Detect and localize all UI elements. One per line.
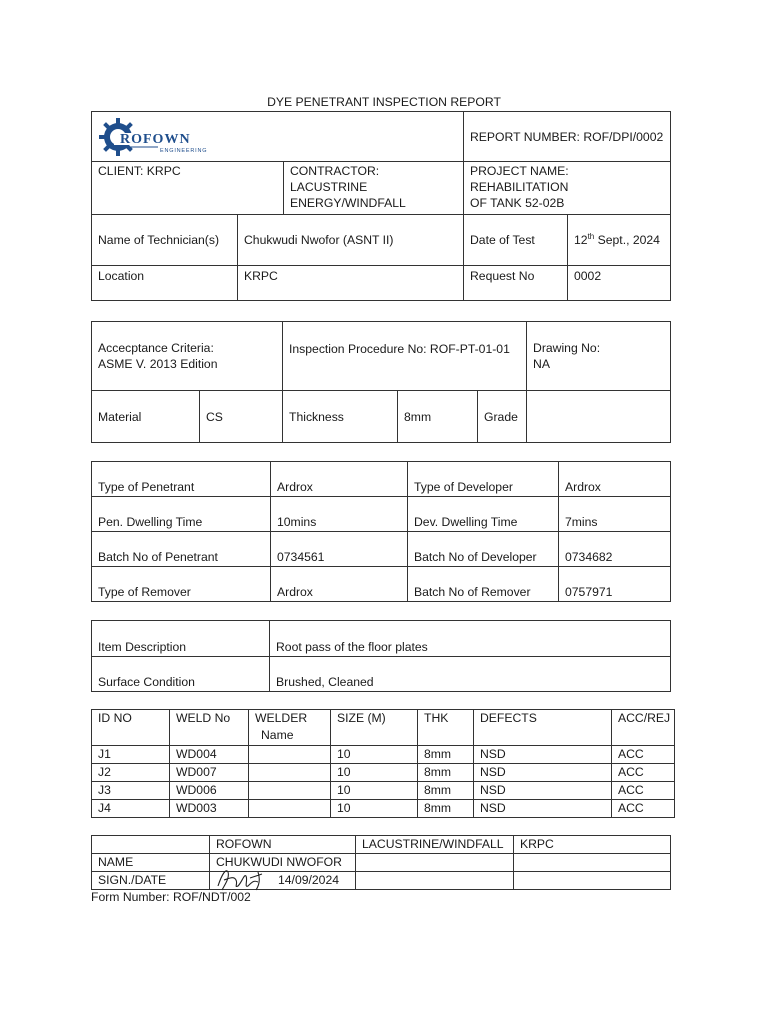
company-logo <box>98 117 457 157</box>
location-label: Location <box>92 266 238 301</box>
material-label: Material <box>92 391 200 443</box>
logo-wordmark: ROFOWN <box>120 131 191 147</box>
results-header-id: ID NO <box>92 710 170 746</box>
results-header-welder-line2: Name <box>261 728 294 742</box>
signoff-col-rofown: ROFOWN <box>210 836 356 854</box>
project-cell <box>464 162 671 215</box>
consumables-cell: Ardrox <box>271 462 408 497</box>
procedure-cell: Inspection Procedure No: ROF-PT-01-01 <box>283 322 527 391</box>
location-value: KRPC <box>238 266 464 301</box>
technician-value: Chukwudi Nwofor (ASNT II) <box>238 215 464 266</box>
table-row <box>92 746 675 764</box>
acceptance-line1: Accecptance Criteria: <box>98 341 214 355</box>
table-cell: NSD <box>474 782 612 800</box>
signoff-name-value: CHUKWUDI NWOFOR <box>210 854 356 872</box>
table-cell: J1 <box>92 746 170 764</box>
consumables-row <box>92 462 671 497</box>
table-cell: WD003 <box>170 800 249 818</box>
consumables-cell: 0734561 <box>271 532 408 567</box>
item-desc-value: Root pass of the floor plates <box>270 621 671 657</box>
criteria-table <box>91 321 671 443</box>
results-header-welder-line1: WELDER <box>255 711 308 725</box>
table-cell: 8mm <box>418 782 474 800</box>
table-cell: J3 <box>92 782 170 800</box>
request-value: 0002 <box>568 266 671 301</box>
results-header-size: SIZE (M) <box>331 710 418 746</box>
consumables-cell: Ardrox <box>271 567 408 602</box>
signoff-sign-value <box>210 872 356 890</box>
results-table <box>91 709 675 818</box>
table-cell: J4 <box>92 800 170 818</box>
material-value: CS <box>200 391 283 443</box>
table-cell: ACC <box>612 746 675 764</box>
surface-label: Surface Condition <box>92 657 270 692</box>
signoff-sign-empty-1 <box>356 872 514 890</box>
consumables-cell: Dev. Dwelling Time <box>408 497 559 532</box>
results-header-welder <box>249 710 331 746</box>
signoff-sign-label: SIGN./DATE <box>92 872 210 890</box>
results-header-weld: WELD No <box>170 710 249 746</box>
date-rest: Sept., 2024 <box>594 233 660 247</box>
table-row <box>92 782 675 800</box>
consumables-table <box>91 461 671 602</box>
report-number: REPORT NUMBER: ROF/DPI/0002 <box>464 112 671 162</box>
consumables-cell: Type of Developer <box>408 462 559 497</box>
contractor-cell <box>284 162 464 215</box>
table-cell: WD006 <box>170 782 249 800</box>
project-line1: PROJECT NAME: REHABILITATION <box>470 164 569 194</box>
table-cell: J2 <box>92 764 170 782</box>
table-cell: NSD <box>474 746 612 764</box>
date-label: Date of Test <box>464 215 568 266</box>
results-header-accrej: ACC/REJ <box>612 710 675 746</box>
table-cell: WD004 <box>170 746 249 764</box>
signoff-name-label: NAME <box>92 854 210 872</box>
signoff-date: 14/09/2024 <box>278 873 339 887</box>
consumables-cell: Type of Remover <box>92 567 271 602</box>
consumables-cell: 7mins <box>559 497 671 532</box>
table-cell: 10 <box>331 764 418 782</box>
technician-label: Name of Technician(s) <box>92 215 238 266</box>
table-cell: 10 <box>331 782 418 800</box>
consumables-row <box>92 567 671 602</box>
consumables-cell: Batch No of Developer <box>408 532 559 567</box>
table-cell: NSD <box>474 800 612 818</box>
logo-cell <box>92 112 464 162</box>
grade-label: Grade <box>478 391 527 443</box>
table-cell <box>249 764 331 782</box>
item-table <box>91 620 671 692</box>
table-cell <box>249 800 331 818</box>
table-cell: ACC <box>612 782 675 800</box>
signoff-col-lacustrine: LACUSTRINE/WINDFALL <box>356 836 514 854</box>
logo-subtitle: ENGINEERING <box>160 147 208 154</box>
consumables-cell: 10mins <box>271 497 408 532</box>
acceptance-cell <box>92 322 283 391</box>
date-sup: th <box>587 232 595 241</box>
results-header-thk: THK <box>418 710 474 746</box>
gear-logo-icon <box>98 117 238 157</box>
table-cell: NSD <box>474 764 612 782</box>
client-cell: CLIENT: KRPC <box>92 162 284 215</box>
drawing-cell <box>527 322 671 391</box>
results-header-defects: DEFECTS <box>474 710 612 746</box>
table-cell: 10 <box>331 746 418 764</box>
signoff-corner <box>92 836 210 854</box>
table-cell: WD007 <box>170 764 249 782</box>
date-value <box>568 215 671 266</box>
table-cell: ACC <box>612 764 675 782</box>
table-cell: ACC <box>612 800 675 818</box>
acceptance-line2: ASME V. 2013 Edition <box>98 357 218 371</box>
table-cell: 8mm <box>418 764 474 782</box>
drawing-line2: NA <box>533 357 550 371</box>
consumables-cell: Batch No of Remover <box>408 567 559 602</box>
item-desc-label: Item Description <box>92 621 270 657</box>
request-label: Request No <box>464 266 568 301</box>
signoff-sign-empty-2 <box>514 872 671 890</box>
signoff-name-empty-2 <box>514 854 671 872</box>
report-header-table <box>91 111 671 301</box>
consumables-cell: Ardrox <box>559 462 671 497</box>
project-line2: OF TANK 52-02B <box>470 196 565 210</box>
signoff-table <box>91 835 671 890</box>
consumables-row <box>92 532 671 567</box>
consumables-cell: Batch No of Penetrant <box>92 532 271 567</box>
signoff-name-empty-1 <box>356 854 514 872</box>
table-cell <box>249 782 331 800</box>
surface-value: Brushed, Cleaned <box>270 657 671 692</box>
consumables-cell: 0734682 <box>559 532 671 567</box>
form-number: Form Number: ROF/NDT/002 <box>91 890 251 904</box>
contractor-line2: ENERGY/WINDFALL <box>290 196 406 210</box>
table-cell: 10 <box>331 800 418 818</box>
consumables-row <box>92 497 671 532</box>
drawing-line1: Drawing No: <box>533 341 601 355</box>
grade-value <box>527 391 671 443</box>
thickness-value: 8mm <box>398 391 478 443</box>
thickness-label: Thickness <box>283 391 398 443</box>
consumables-cell: 0757971 <box>559 567 671 602</box>
contractor-line1: CONTRACTOR: LACUSTRINE <box>290 164 380 194</box>
page-title: DYE PENETRANT INSPECTION REPORT <box>267 95 501 109</box>
table-cell: 8mm <box>418 746 474 764</box>
table-row <box>92 800 675 818</box>
signoff-col-krpc: KRPC <box>514 836 671 854</box>
table-cell <box>249 746 331 764</box>
consumables-cell: Pen. Dwelling Time <box>92 497 271 532</box>
table-row <box>92 764 675 782</box>
date-day: 12 <box>574 233 588 247</box>
consumables-cell: Type of Penetrant <box>92 462 271 497</box>
table-cell: 8mm <box>418 800 474 818</box>
